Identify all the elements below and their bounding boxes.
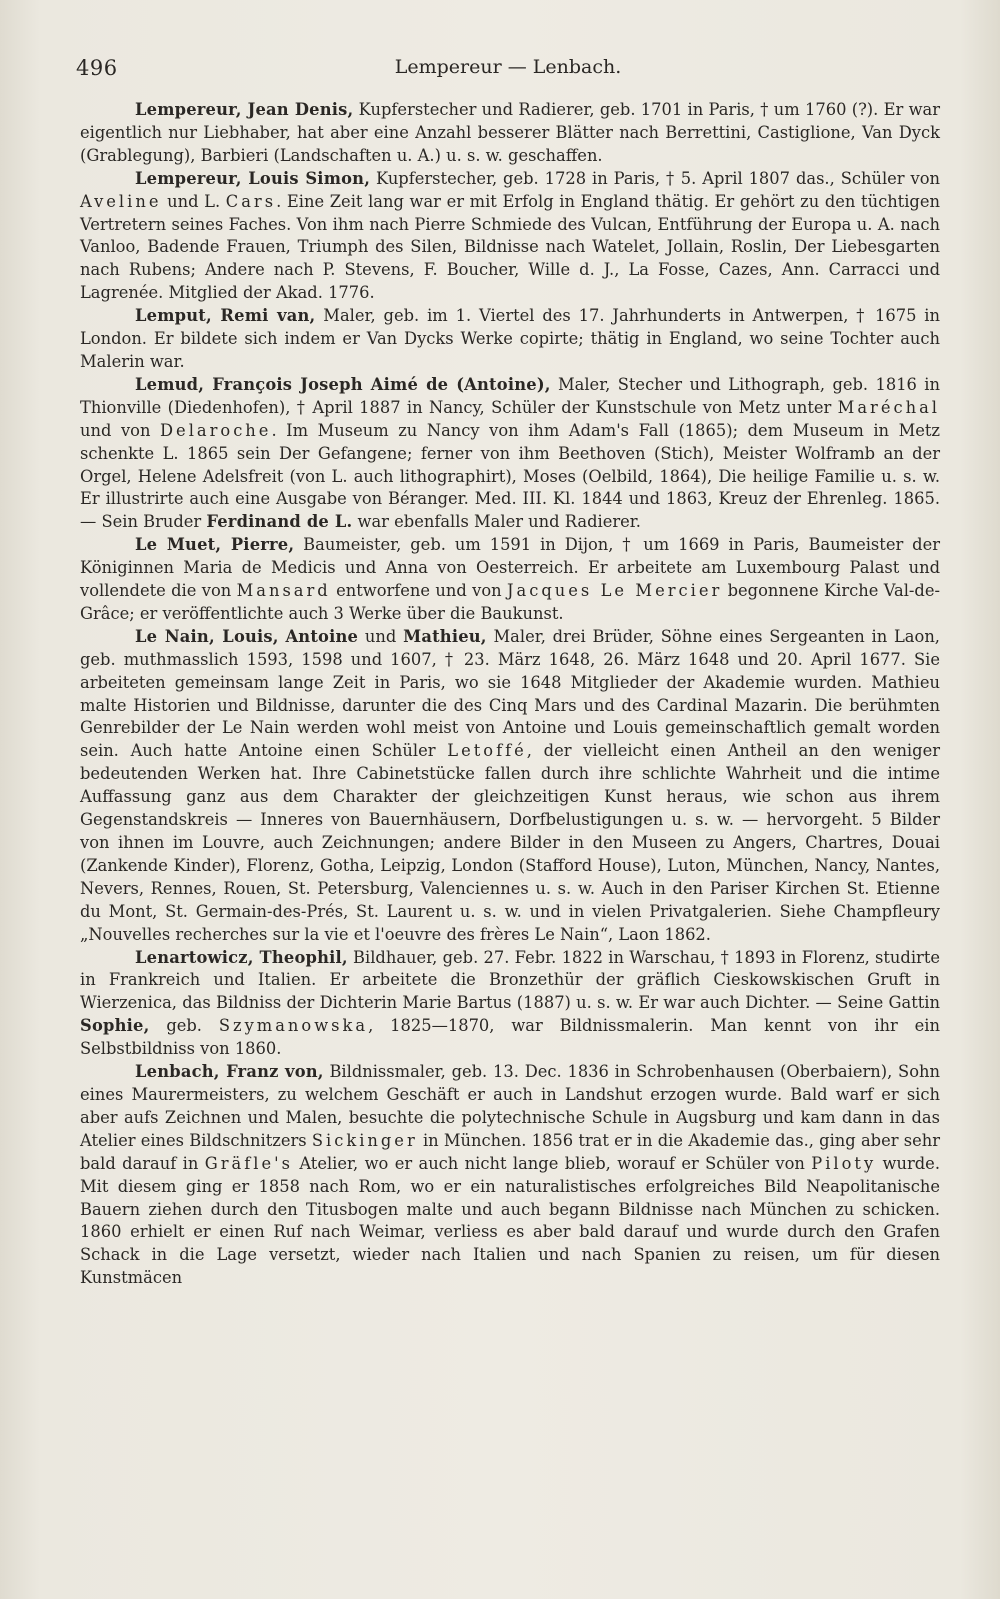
entry-text: und	[358, 626, 404, 646]
entry-text: Bildnissmaler, geb. 13. Dec. 1836 in Schrobenhausen (Oberbaiern), Sohn eines Maurermeisters, zu welchem Geschäft er auch in Landshut erzogen wurde. Bald warf er sich aber aufs Zeichnen und Malen, besuchte die polytechnische Schule in Augsburg und kam dann in das Atelier eines Bildschnitzers	[80, 1062, 940, 1150]
entry	[80, 534, 940, 626]
entry-name: Antoine	[285, 626, 359, 646]
page-header	[76, 56, 940, 86]
running-title: Lempereur — Lenbach.	[394, 56, 622, 78]
entry	[80, 947, 940, 1062]
entries-body	[80, 99, 940, 1290]
entry-name: Le Nain, Louis,	[135, 626, 279, 646]
entry	[80, 374, 940, 534]
entry-text: Kupferstecher und Radierer, geb. 1701 in Paris, † um 1760 (?). Er war eigentlich nur Liebhaber, hat aber eine Anzahl besserer Blätter nach Berrettini, Castiglione, Van Dyck (Grablegung), Barbieri (Landschaften u. A.) u. s. w. geschaffen.	[80, 100, 940, 165]
spaced-name: Mansard	[236, 581, 331, 601]
entry-name: Lempereur, Jean Denis,	[135, 100, 354, 119]
spaced-name: Delaroche	[160, 420, 272, 440]
entry	[80, 626, 940, 947]
page-number: 496	[76, 56, 118, 80]
entry-text: Kupferstecher, geb. 1728 in Paris, † 5. April 1807 das., Schüler von	[370, 168, 940, 188]
entry-text: in München. 1856 trat er in die Akademie das., ging aber sehr bald darauf in	[80, 1130, 940, 1173]
entry-name: Lemud, François Joseph Aimé de (Antoine),	[135, 374, 551, 394]
entry-name: Lemput, Remi van,	[135, 306, 316, 326]
entry	[80, 99, 940, 168]
entry-name: Ferdinand de L.	[206, 512, 353, 532]
entry-text: Baumeister, geb. um 1591 in Dijon, † um 1669 in Paris, Baumeister der Königinnen Maria de Medicis und Anna von Oesterreich. Er arbeitete am Luxembourg Palast und vollendete die von	[80, 535, 941, 601]
entry-text: . Eine Zeit lang war er mit Erfolg in England thätig. Er gehört zu den tüchtigen Vertretern seines Faches. Von ihm nach Pierre Schmiede des Vulcan, Entführung der Europa u. A. nach Vanloo, Badende Frauen, Triumph des Silen, Bildnisse nach Watelet, Jollain, Roslin, Der Liebesgarten nach Rubens; Andere nach P. Stevens, F. Boucher, Wille d. J., La Fosse, Cazes, Ann. Carracci und Lagrenée. Mitglied der Akad. 1776.	[80, 191, 940, 303]
entry-text: war ebenfalls Maler und Radierer.	[352, 512, 641, 532]
entry-text: Atelier, wo er auch nicht lange blieb, worauf er Schüler von	[292, 1153, 812, 1173]
spaced-name: Gräfle's	[204, 1153, 293, 1173]
entry-text: Bildhauer, geb. 27. Febr. 1822 in Warschau, † 1893 in Florenz, studirte in Frankreich und Italien. Er arbeitete die Bronzethür der gräflich Cieskowskischen Gruft in Wierzenica, das Bildniss der Dichterin Marie Bartus (1887) u. s. w. Er war auch Dichter. — Seine Gattin	[80, 947, 940, 1013]
spaced-name: Jacques Le Mercier	[507, 581, 723, 601]
entry	[80, 1061, 940, 1290]
entry-text: Maler, geb. im 1. Viertel des 17. Jahrhunderts in Antwerpen, † 1675 in London. Er bildete sich indem er Van Dycks Werke copirte; thätig in England, wo seine Tochter auch Malerin war.	[80, 306, 941, 371]
entry-text: geb.	[149, 1016, 219, 1036]
entry-text: Maler, Stecher und Lithograph, geb. 1816 in Thionville (Diedenhofen), † April 1887 in Nancy, Schüler der Kunstschule von Metz unter	[80, 374, 940, 417]
entry-name: Mathieu,	[403, 626, 487, 646]
entry-text: wurde. Mit diesem ging er 1858 nach Rom, wo er ein naturalistisches erfolgreiches Bild Neapolitanische Bauern ziehen durch den Titusbogen malte und auch begann Bildnisse nach München zu schicken. 1860 erhielt er einen Ruf nach Weimar, verliess es aber bald darauf und wurde durch den Grafen Schack in die Lage versetzt, wieder nach Italien und nach Spanien zu reisen, um für diesen Kunstmäcen	[80, 1153, 940, 1288]
spaced-name: Aveline	[80, 191, 162, 211]
entry-text: und von	[80, 420, 160, 440]
entry-text: und L.	[161, 191, 226, 211]
spaced-name: Piloty	[811, 1153, 877, 1173]
spaced-name: Maréchal	[837, 397, 940, 417]
entry-text: . Im Museum zu Nancy von ihm Adam's Fall (1865); dem Museum in Metz schenkte L. 1865 sein Der Gefangene; ferner von ihm Beethoven (Stich), Meister Wolframb an der Orgel, Helene Adelsfreit (von L. auch lithographirt), Moses (Oelbild, 1864), Die heilige Familie u. s. w. Er illustrirte auch eine Ausgabe von Béranger. Med. III. Kl. 1844 und 1863, Kreuz der Ehrenleg. 1865. — Sein Bruder	[80, 420, 940, 532]
entry-text: , der vielleicht einen Antheil an den weniger bedeutenden Werken hat. Ihre Cabinetstücke fallen durch ihre schlichte Wahrheit und die intime Auffassung ganz aus dem Charakter der gleichzeitigen Kunst heraus, wie schon aus ihrem Gegenstandskreis — Inneres von Bauernhäusern, Dorfbelustigungen u. s. w. — hervorgeht. 5 Bilder von ihnen im Louvre, auch Zeichnungen; andere Bilder in den Museen zu Angers, Chartres, Douai (Zankende Kinder), Florenz, Gotha, Leipzig, London (Stafford House), Luton, München, Nancy, Nantes, Nevers, Rennes, Rouen, St. Petersburg, Valenciennes u. s. w. Auch in den Pariser Kirchen St. Etienne du Mont, St. Germain-des-Prés, St. Laurent u. s. w. und in vielen Privatgalerien. Siehe Champfleury „Nouvelles recherches sur la vie et l'oeuvre des frères Le Nain“, Laon 1862.	[80, 741, 940, 944]
spaced-name: Cars	[225, 191, 277, 211]
entry-name: Lempereur, Louis Simon,	[135, 168, 371, 188]
entry-name: Sophie,	[80, 1016, 150, 1036]
spaced-name: Szymanowska	[218, 1016, 369, 1036]
entry	[80, 305, 940, 374]
spaced-name: Sickinger	[311, 1130, 418, 1150]
spaced-name: Letoffé	[447, 741, 527, 761]
entry-text: Maler, drei Brüder, Söhne eines Sergeanten in Laon, geb. muthmasslich 1593, 1598 und 1607, † 23. März 1648, 26. März 1648 und 20. April 1677. Sie arbeiteten gemeinsam lange Zeit in Paris, wo sie 1648 Mitglieder der Akademie wurden. Mathieu malte Historien und Bildnisse, darunter die des Cinq Mars und des Cardinal Mazarin. Die berühmten Genrebilder der Le Nain werden wohl meist von Antoine und Louis gemeinschaftlich gemalt worden sein. Auch hatte Antoine einen Schüler	[80, 626, 940, 761]
entry	[80, 168, 940, 305]
entry-text: begonnene Kirche Val-de-Grâce; er veröffentlichte auch 3 Werke über die Baukunst.	[80, 581, 940, 623]
entry-name: Lenbach, Franz von,	[135, 1062, 324, 1082]
entry-name: Lenartowicz, Theophil,	[135, 947, 348, 967]
entry-text: , 1825—1870, war Bildnissmalerin. Man kennt von ihr ein Selbstbildniss von 1860.	[80, 1016, 940, 1059]
entry-text: entworfene und von	[330, 581, 508, 601]
entry-name: Le Muet, Pierre,	[135, 535, 295, 555]
